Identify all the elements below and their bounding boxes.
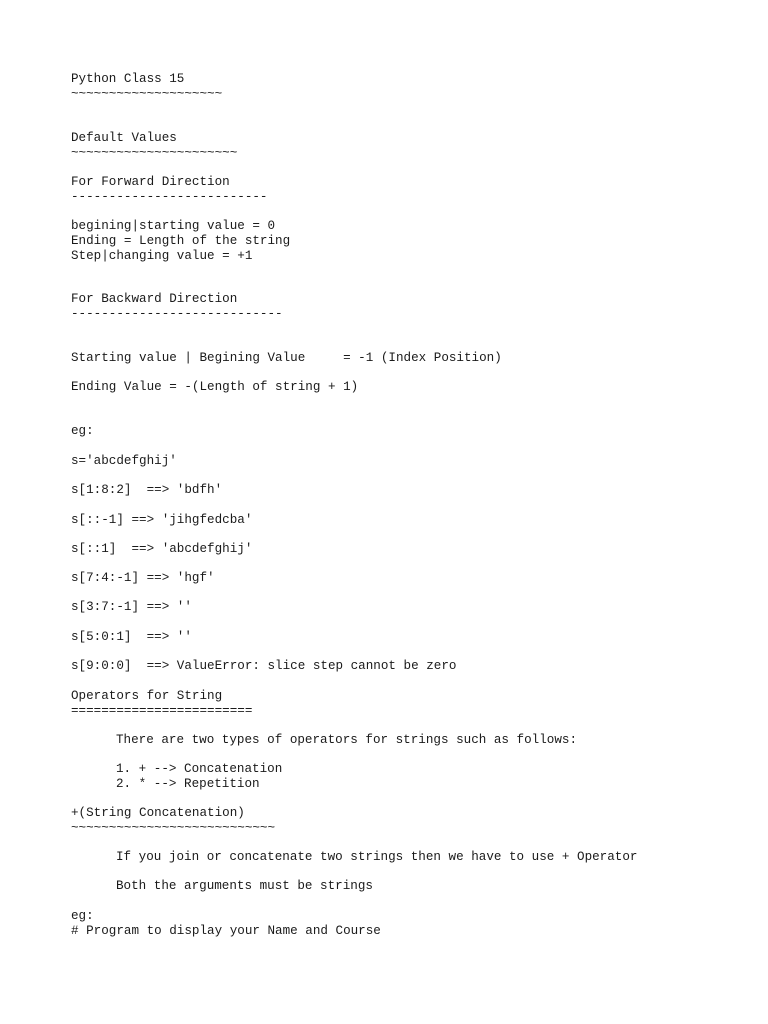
text-line: Both the arguments must be strings xyxy=(116,879,373,893)
heading-string-concatenation: +(String Concatenation) xyxy=(71,806,245,820)
heading-operators-for-string: Operators for String xyxy=(71,689,223,703)
code-line: s[::1] ==> 'abcdefghij' xyxy=(71,542,253,556)
code-line: s='abcdefghij' xyxy=(71,454,177,468)
code-line: s[1:8:2] ==> 'bdfh' xyxy=(71,483,223,497)
text-line: Starting value | Begining Value = -1 (Index Position) xyxy=(71,351,502,365)
heading-underline: ~~~~~~~~~~~~~~~~~~~~~~ xyxy=(71,146,238,160)
text-line: There are two types of operators for strings such as follows: xyxy=(116,733,578,747)
code-line: s[::-1] ==> 'jihgfedcba' xyxy=(71,513,253,527)
text-line: Ending Value = -(Length of string + 1) xyxy=(71,380,359,394)
code-line: s[5:0:1] ==> '' xyxy=(71,630,192,644)
heading-underline: ~~~~~~~~~~~~~~~~~~~~~~~~~~~ xyxy=(71,821,276,835)
list-item: 2. * --> Repetition xyxy=(116,777,260,791)
code-line: s[9:0:0] ==> ValueError: slice step cannot be zero xyxy=(71,659,457,673)
heading-underline: ---------------------------- xyxy=(71,307,283,321)
text-line: If you join or concatenate two strings then we have to use + Operator xyxy=(116,850,638,864)
text-line: Ending = Length of the string xyxy=(71,234,291,248)
heading-default-values: Default Values xyxy=(71,131,177,145)
code-line: s[7:4:-1] ==> 'hgf' xyxy=(71,571,215,585)
heading-underline: -------------------------- xyxy=(71,190,268,204)
text-line: Step|changing value = +1 xyxy=(71,249,253,263)
text-line: begining|starting value = 0 xyxy=(71,219,276,233)
code-line: s[3:7:-1] ==> '' xyxy=(71,600,192,614)
example-label: eg: xyxy=(71,909,94,923)
code-comment: # Program to display your Name and Course xyxy=(71,924,381,938)
title: Python Class 15 xyxy=(71,72,185,86)
heading-underline: ======================== xyxy=(71,704,253,718)
example-label: eg: xyxy=(71,424,94,438)
title-underline: ~~~~~~~~~~~~~~~~~~~~ xyxy=(71,87,223,101)
list-item: 1. + --> Concatenation xyxy=(116,762,283,776)
heading-forward-direction: For Forward Direction xyxy=(71,175,230,189)
heading-backward-direction: For Backward Direction xyxy=(71,292,238,306)
